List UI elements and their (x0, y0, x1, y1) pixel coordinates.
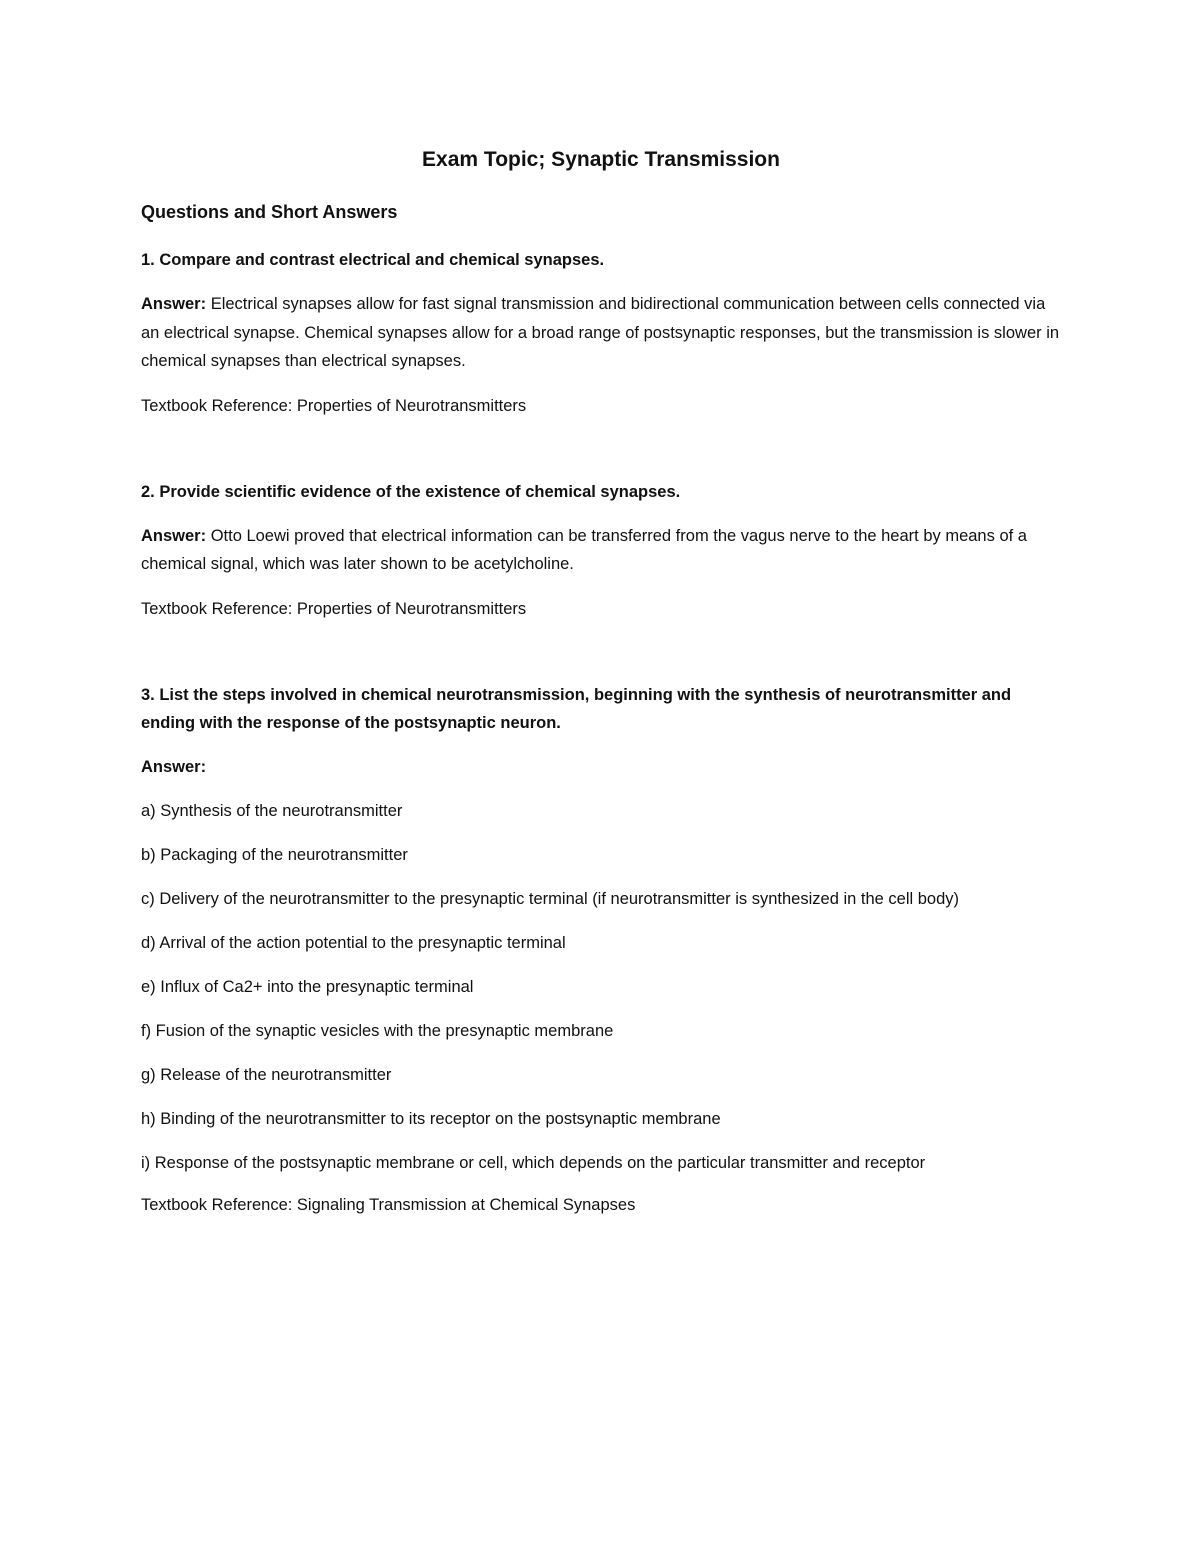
question-3: 3. List the steps involved in chemical neurotransmission, beginning with the synthesis of neurotransmitter and ending with the response of the postsynaptic neuron. (141, 685, 1012, 732)
spacer (141, 623, 1061, 681)
reference-2: Textbook Reference: Properties of Neurotransmitters (141, 599, 527, 618)
answer-label: Answer: (141, 526, 207, 545)
answer-3-label: Answer: (141, 757, 207, 776)
question-1: 1. Compare and contrast electrical and chemical synapses. (141, 251, 605, 269)
document-title: Exam Topic; Synaptic Transmission (422, 148, 780, 171)
list-item: a) Synthesis of the neurotransmitter (141, 801, 403, 820)
list-item: b) Packaging of the neurotransmitter (141, 845, 408, 864)
section-heading: Questions and Short Answers (141, 202, 398, 222)
spacer (141, 420, 1061, 478)
answer-1 (141, 290, 1061, 376)
list-item: e) Influx of Ca2+ into the presynaptic terminal (141, 977, 474, 996)
answer-label: Answer: (141, 295, 207, 313)
list-item: f) Fusion of the synaptic vesicles with the presynaptic membrane (141, 1021, 614, 1040)
list-item: i) Response of the postsynaptic membrane or cell, which depends on the particular transmitter and receptor (141, 1153, 926, 1172)
list-item: h) Binding of the neurotransmitter to its receptor on the postsynaptic membrane (141, 1109, 721, 1128)
document-content (141, 146, 1061, 1219)
answer-2-text: Otto Loewi proved that electrical information can be transferred from the vagus nerve to the heart by means of a chemical signal, which was later shown to be acetylcholine. (141, 526, 1027, 573)
question-2: 2. Provide scientific evidence of the existence of chemical synapses. (141, 482, 681, 501)
list-item: g) Release of the neurotransmitter (141, 1065, 392, 1084)
reference-3: Textbook Reference: Signaling Transmission at Chemical Synapses (141, 1196, 636, 1214)
answer-2 (141, 522, 1061, 579)
list-item: d) Arrival of the action potential to the presynaptic terminal (141, 933, 566, 952)
list-item: c) Delivery of the neurotransmitter to the presynaptic terminal (if neurotransmitter is synthesized in the cell body) (141, 889, 960, 908)
answer-1-text: Electrical synapses allow for fast signal transmission and bidirectional communication between cells connected via an electrical synapse. Chemical synapses allow for a broad range of postsynaptic responses, but the transmission is slower in chemical synapses than electrical synapses. (141, 295, 1060, 370)
reference-1: Textbook Reference: Properties of Neurotransmitters (141, 396, 527, 415)
